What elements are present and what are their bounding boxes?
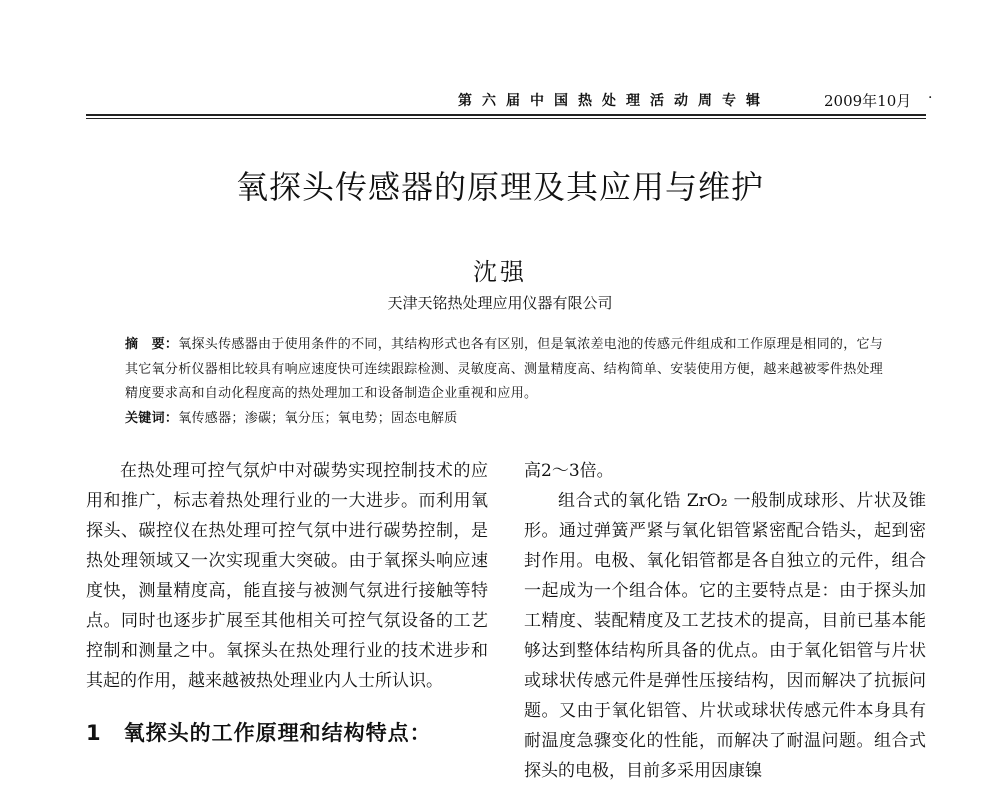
section-heading xyxy=(86,718,488,748)
abstract xyxy=(125,333,895,407)
continuation-line: 高2～3倍。 xyxy=(524,461,614,481)
paper-title: 氧探头传感器的原理及其应用与维护 xyxy=(235,168,764,206)
keywords xyxy=(125,407,895,432)
issue-date: 2009年10月 xyxy=(824,92,912,110)
journal-name: 第六届中国热处理活动周专辑 xyxy=(458,93,770,109)
page-mark: · xyxy=(928,90,933,106)
header-rule-thin xyxy=(86,118,926,119)
keywords-text: 氧传感器；渗碳；氧分压；氧电势；固态电解质 xyxy=(178,410,458,426)
abstract-block xyxy=(125,333,895,431)
right-column xyxy=(524,456,926,786)
header-rule-thick xyxy=(86,114,926,116)
paper-author: 沈强 xyxy=(473,258,527,286)
keywords-label: 关键词： xyxy=(125,410,179,426)
zro2-paragraph: 组合式的氧化锆 ZrO₂ 一般制成球形、片状及锥形。通过弹簧严紧与氧化铝管紧密配合锆头，起到密封作用。电极、氧化铝管都是各自独立的元件，组合一起成为一个组合体。它的主要特点是：由于探头加工精度、装配精度及工艺技术的提高，目前已基本能够达到整体结构所具备的优点。由于氧化铝管与片状或球状传感元件是弹性压接结构，因而解决了抗振问题。又由于氧化铝管、片状或球状传感元件本身具有耐温度急骤变化的性能，而解决了耐温问题。组合式探头的电极，目前多采用因康镍 xyxy=(524,491,926,781)
abstract-text: 氧探头传感器由于使用条件的不同，其结构形式也各有区别，但是氧浓差电池的传感元件组成和工作原理是相同的，它与其它氧分析仪器相比较具有响应速度快可连续跟踪检测、灵敏度高、测量精度高、结构简单、安装使用方便，越来越被零件热处理精度要求高和自动化程度高的热处理加工和设备制造企业重视和应用。 xyxy=(125,337,884,401)
left-column xyxy=(86,456,488,748)
abstract-label: 摘 要： xyxy=(125,337,179,352)
paper-affiliation: 天津天铭热处理应用仪器有限公司 xyxy=(387,294,613,312)
section-number: 1 xyxy=(86,721,102,745)
running-header xyxy=(86,84,933,114)
section-title: 氧探头的工作原理和结构特点： xyxy=(123,721,432,745)
intro-paragraph: 在热处理可控气氛炉中对碳势实现控制技术的应用和推广，标志着热处理行业的一大进步。而利用氧探头、碳控仪在热处理可控气氛中进行碳势控制，是热处理领域又一次实现重大突破。由于氧探头响应速度快，测量精度高，能直接与被测气氛进行接触等特点。同时也逐步扩展至其他相关可控气氛设备的工艺控制和测量之中。氧探头在热处理行业的技术进步和其起的作用，越来越被热处理业内人士所认识。 xyxy=(86,461,488,691)
